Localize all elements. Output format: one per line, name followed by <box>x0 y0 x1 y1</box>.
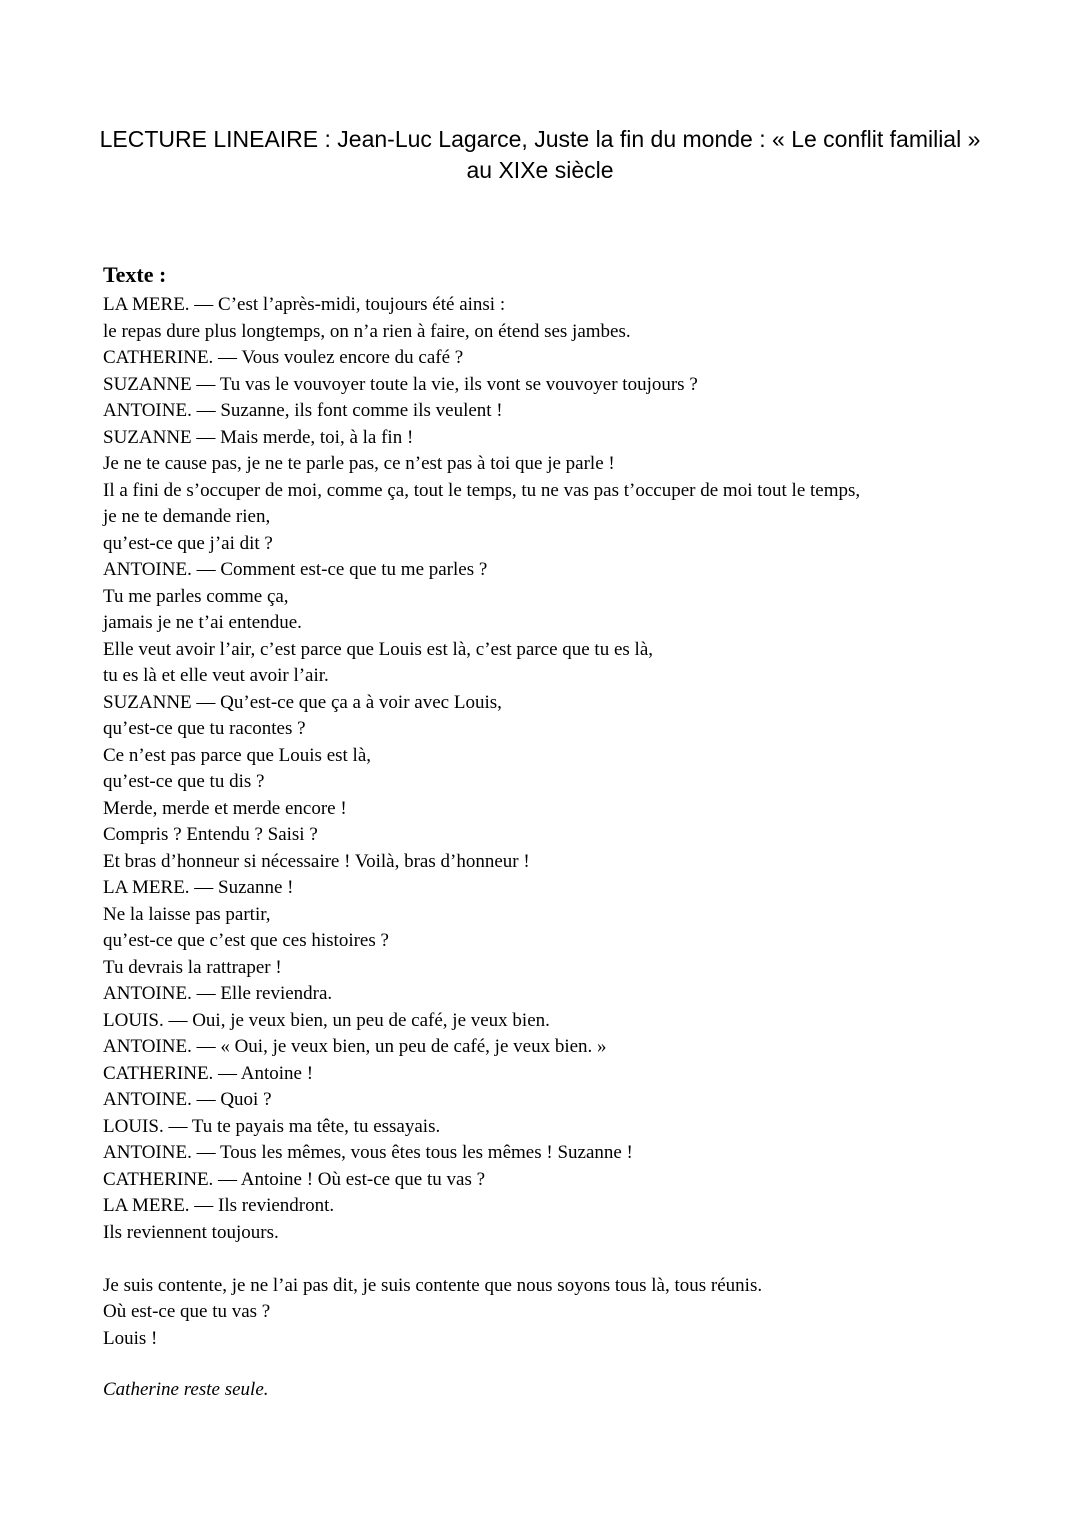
dialogue-line: LA MERE. — Ils reviendront. <box>103 1195 335 1216</box>
dialogue-line: LOUIS. — Tu te payais ma tête, tu essayais. <box>103 1115 441 1137</box>
dialogue-line: SUZANNE — Qu’est-ce que ça a à voir avec Louis, <box>103 691 502 713</box>
dialogue-line: ANTOINE. — Suzanne, ils font comme ils veulent ! <box>103 400 503 421</box>
dialogue-line: le repas dure plus longtemps, on n’a rien à faire, on étend ses jambes. <box>103 320 631 342</box>
dialogue-line: ANTOINE. — Quoi ? <box>103 1089 272 1110</box>
dialogue-line: Tu devrais la rattraper ! <box>103 956 282 978</box>
blank-line <box>103 1246 1003 1273</box>
dialogue-line: qu’est-ce que c’est que ces histoires ? <box>103 930 389 951</box>
page-title: LECTURE LINEAIRE : Jean-Luc Lagarce, Juste la fin du monde : « Le conflit familial » au XIXe siècle <box>99 126 981 183</box>
dialogue-line: LA MERE. — Suzanne ! <box>103 877 294 898</box>
dialogue-line: Louis ! <box>103 1327 158 1349</box>
dialogue-line: ANTOINE. — « Oui, je veux bien, un peu de café, je veux bien. » <box>103 1036 607 1057</box>
dialogue-line: LA MERE. — C’est l’après-midi, toujours été ainsi : <box>103 294 506 315</box>
dialogue-line: Ne la laisse pas partir, <box>103 903 271 925</box>
dialogue-line: Il a fini de s’occuper de moi, comme ça, tout le temps, tu ne vas pas t’occuper de moi tout le temps, <box>103 479 861 501</box>
dialogue-line: Je suis contente, je ne l’ai pas dit, je suis contente que nous soyons tous là, tous réunis. <box>103 1274 763 1296</box>
dialogue-line: Elle veut avoir l’air, c’est parce que Louis est là, c’est parce que tu es là, <box>103 638 653 660</box>
dialogue-line: Ce n’est pas parce que Louis est là, <box>103 744 372 766</box>
dialogue-line: qu’est-ce que j’ai dit ? <box>103 532 273 554</box>
dialogue-line: Compris ? Entendu ? Saisi ? <box>103 824 318 845</box>
dialogue-line: qu’est-ce que tu dis ? <box>103 771 265 792</box>
dialogue-line: tu es là et elle veut avoir l’air. <box>103 665 329 686</box>
dialogue-line: Tu me parles comme ça, <box>103 585 289 607</box>
dialogue-line: SUZANNE — Tu vas le vouvoyer toute la vie, ils vont se vouvoyer toujours ? <box>103 373 698 395</box>
dialogue-line: qu’est-ce que tu racontes ? <box>103 718 306 739</box>
dialogue-line: Je ne te cause pas, je ne te parle pas, ce n’est pas à toi que je parle ! <box>103 453 615 474</box>
dialogue-line: je ne te demande rien, <box>103 506 271 527</box>
stage-direction: Catherine reste seule. <box>103 1379 269 1400</box>
dialogue-line: Où est-ce que tu vas ? <box>103 1301 271 1322</box>
dialogue-line: ANTOINE. — Elle reviendra. <box>103 983 333 1004</box>
dialogue-line: Merde, merde et merde encore ! <box>103 797 347 819</box>
play-text <box>103 292 1003 1352</box>
dialogue-line: SUZANNE — Mais merde, toi, à la fin ! <box>103 426 414 448</box>
dialogue-line: jamais je ne t’ai entendue. <box>103 612 302 633</box>
dialogue-line: CATHERINE. — Vous voulez encore du café ? <box>103 347 464 368</box>
dialogue-line: CATHERINE. — Antoine ! Où est-ce que tu vas ? <box>103 1168 486 1190</box>
dialogue-line: Et bras d’honneur si nécessaire ! Voilà, bras d’honneur ! <box>103 850 530 872</box>
dialogue-line: ANTOINE. — Tous les mêmes, vous êtes tous les mêmes ! Suzanne ! <box>103 1142 633 1163</box>
dialogue-line: LOUIS. — Oui, je veux bien, un peu de café, je veux bien. <box>103 1009 550 1031</box>
dialogue-line: Ils reviennent toujours. <box>103 1221 279 1243</box>
dialogue-line: CATHERINE. — Antoine ! <box>103 1062 314 1084</box>
dialogue-line: ANTOINE. — Comment est-ce que tu me parles ? <box>103 559 488 580</box>
section-heading: Texte : <box>103 262 167 287</box>
